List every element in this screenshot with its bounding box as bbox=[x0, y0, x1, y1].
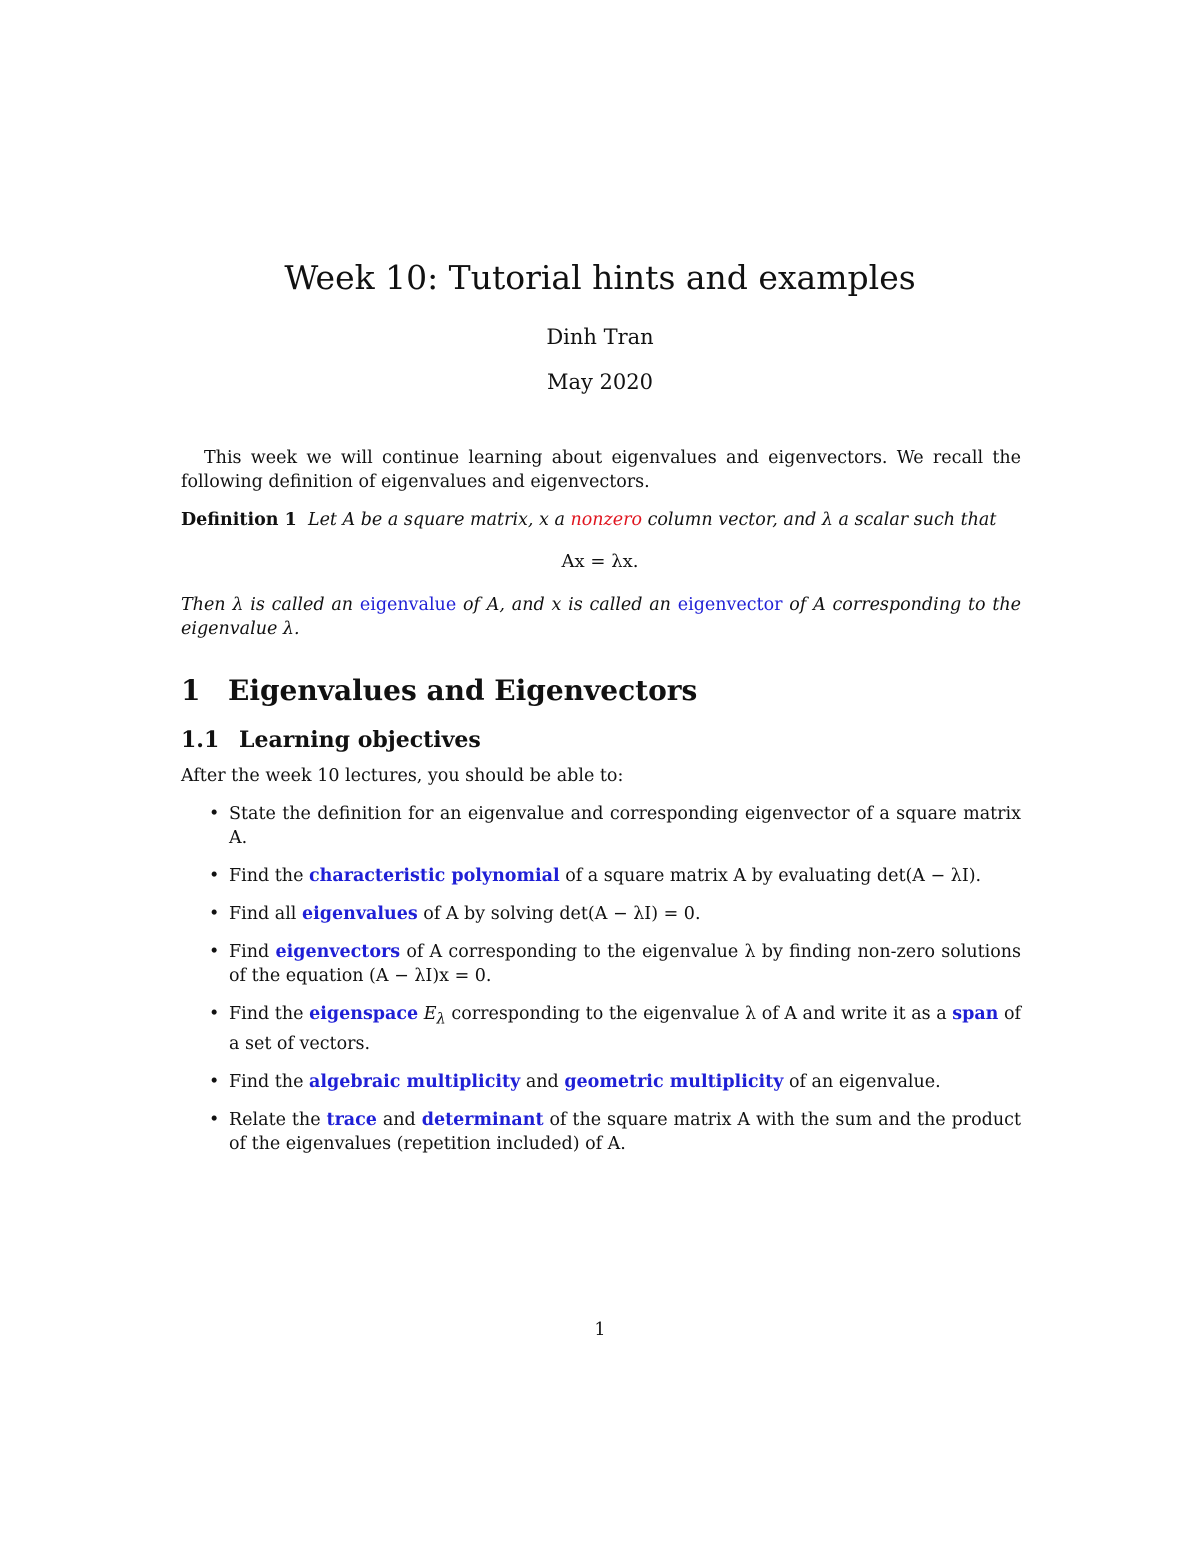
objectives-list bbox=[181, 802, 1021, 1170]
keyword-geometric-multiplicity: geometric multiplicity bbox=[564, 1071, 784, 1092]
bullet-icon: • bbox=[209, 1071, 220, 1092]
bullet-icon: • bbox=[209, 866, 220, 886]
definition-cont-1: Then λ is called an bbox=[181, 595, 360, 615]
definition-text-2: column vector, and λ a scalar such that bbox=[642, 510, 997, 530]
eigenvalue-keyword: eigenvalue bbox=[359, 595, 457, 615]
list-item bbox=[181, 1108, 1021, 1156]
objectives-lead: After the week 10 lectures, you should be able to: bbox=[181, 766, 624, 786]
objective-text: of A by solving det(A − λI) = 0. bbox=[417, 904, 701, 924]
objective-text: State the definition for an eigenvalue and corresponding eigenvector of a square matrix A. bbox=[229, 804, 1021, 848]
objective-text: and bbox=[520, 1071, 565, 1092]
eigenvector-keyword: eigenvector bbox=[677, 595, 783, 615]
objective-text: of a set of vectors. bbox=[229, 1004, 1022, 1054]
objective-text: Find all bbox=[229, 904, 302, 924]
list-item bbox=[181, 940, 1021, 988]
objective-text: of the square matrix A with the sum and the product of the eigenvalues (repetition included) of A. bbox=[229, 1109, 1021, 1154]
objective-text: Relate the bbox=[229, 1109, 327, 1130]
objective-text: of an eigenvalue. bbox=[783, 1071, 941, 1092]
section-heading bbox=[181, 672, 697, 710]
subsection-number: 1.1 bbox=[181, 727, 220, 753]
objective-text: and bbox=[376, 1109, 422, 1130]
author: Dinh Tran bbox=[546, 325, 654, 349]
bullet-icon: • bbox=[209, 942, 220, 962]
objective-text: Find the bbox=[229, 866, 309, 886]
objective-text: Find bbox=[229, 942, 276, 962]
eigen-equation: Ax = λx. bbox=[561, 551, 639, 572]
list-item bbox=[181, 1070, 1021, 1094]
keyword-eigenvalues: eigenvalues bbox=[301, 904, 418, 924]
bullet-icon: • bbox=[209, 904, 220, 924]
objective-text: Find the bbox=[229, 1071, 309, 1092]
definition-cont-3: of A corresponding to the eigenvalue λ. bbox=[181, 595, 1021, 639]
subsection-title: Learning objectives bbox=[239, 727, 481, 753]
section-title: Eigenvalues and Eigenvectors bbox=[228, 674, 698, 707]
intro-paragraph: This week we will continue learning about eigenvalues and eigenvectors. We recall the following definition of eigenvalues and eigenvectors. bbox=[181, 448, 1021, 492]
definition-text-1: Let A be a square matrix, x a bbox=[307, 510, 571, 530]
keyword-eigenspace: eigenspace bbox=[309, 1004, 419, 1024]
date: May 2020 bbox=[546, 370, 653, 394]
subscript-lambda: λ bbox=[436, 1010, 446, 1028]
objective-text: E bbox=[418, 1004, 437, 1024]
definition-statement bbox=[181, 508, 1021, 532]
bullet-icon: • bbox=[209, 1109, 220, 1130]
keyword-determinant: determinant bbox=[421, 1109, 544, 1130]
section-number: 1 bbox=[181, 674, 201, 707]
keyword-trace: trace bbox=[326, 1109, 377, 1130]
bullet-icon: • bbox=[209, 1004, 220, 1024]
keyword-characteristic-polynomial: characteristic polynomial bbox=[309, 866, 560, 886]
keyword-eigenvectors: eigenvectors bbox=[275, 942, 401, 962]
bullet-icon: • bbox=[209, 804, 220, 824]
definition-continuation bbox=[181, 593, 1021, 641]
list-item bbox=[181, 1002, 1021, 1056]
keyword-span: span bbox=[952, 1004, 999, 1024]
objective-text: of a square matrix A by evaluating det(A − λI). bbox=[559, 866, 982, 886]
list-item bbox=[181, 902, 1021, 926]
nonzero-keyword: nonzero bbox=[570, 510, 643, 530]
page-number: 1 bbox=[594, 1320, 606, 1340]
definition-cont-2: of A, and x is called an bbox=[456, 595, 678, 615]
subsection-heading bbox=[181, 725, 481, 755]
objective-text: of A corresponding to the eigenvalue λ by finding non-zero solutions of the equation (A − λI)x = 0. bbox=[229, 942, 1022, 986]
objective-text: Find the bbox=[229, 1004, 310, 1024]
list-item bbox=[181, 864, 1021, 888]
list-item bbox=[181, 802, 1021, 850]
objective-text: corresponding to the eigenvalue λ of A and write it as a bbox=[445, 1004, 953, 1024]
keyword-algebraic-multiplicity: algebraic multiplicity bbox=[309, 1071, 521, 1092]
definition-label: Definition 1 bbox=[181, 510, 297, 530]
document-title: Week 10: Tutorial hints and examples bbox=[284, 258, 916, 297]
